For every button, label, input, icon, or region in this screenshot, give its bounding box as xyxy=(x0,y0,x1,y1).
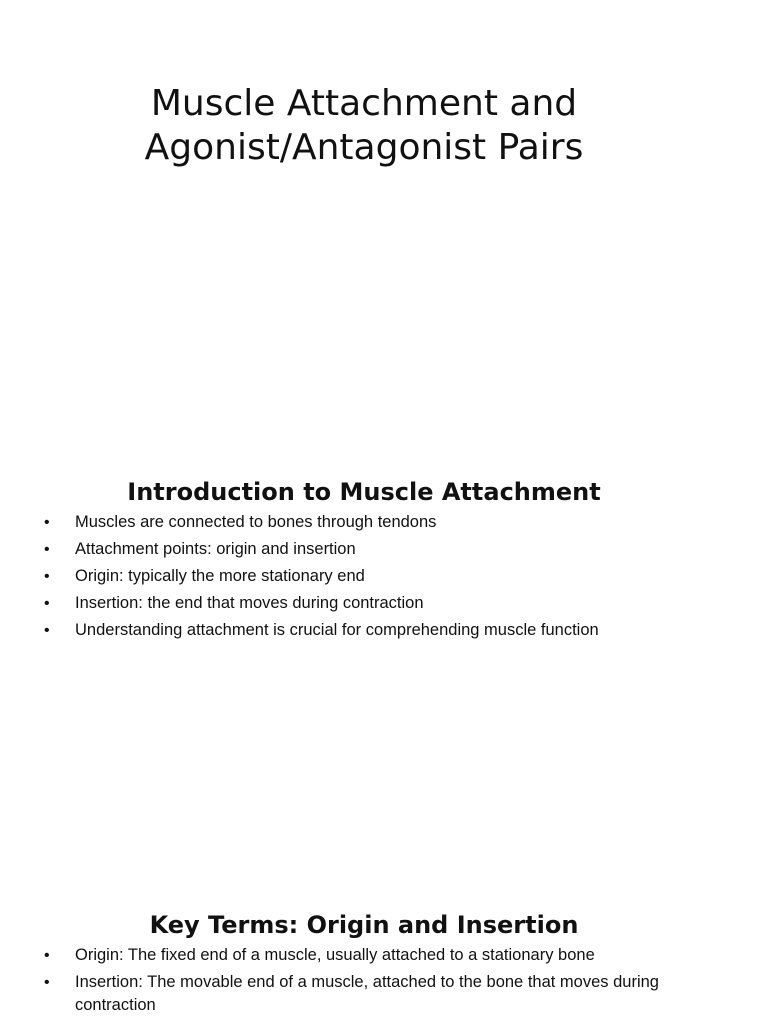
list-item-text: Origin: The fixed end of a muscle, usually attached to a stationary bone xyxy=(75,946,595,964)
bullet-icon: • xyxy=(44,514,50,531)
page-title xyxy=(0,82,728,170)
section-key-terms xyxy=(0,908,768,1021)
list-item xyxy=(0,538,768,561)
list-item xyxy=(0,565,768,588)
section-heading: Introduction to Muscle Attachment xyxy=(127,478,601,506)
list-item-text: Muscles are connected to bones through tendons xyxy=(75,513,437,531)
page-title-line-2: Agonist/Antagonist Pairs xyxy=(144,127,584,168)
list-item-text: Understanding attachment is crucial for comprehending muscle function xyxy=(75,621,599,639)
bullet-icon: • xyxy=(44,974,50,991)
list-item-text: Insertion: The movable end of a muscle, attached to the bone that moves during contraction xyxy=(75,973,659,1014)
list-item xyxy=(0,511,768,534)
bullet-icon: • xyxy=(44,541,50,558)
list-item xyxy=(0,944,768,967)
list-item-text: Attachment points: origin and insertion xyxy=(75,540,356,558)
list-item xyxy=(0,592,768,615)
list-item-text: Insertion: the end that moves during contraction xyxy=(75,594,424,612)
section-introduction xyxy=(0,475,768,646)
bullet-icon: • xyxy=(44,595,50,612)
list-item-text: Origin: typically the more stationary end xyxy=(75,567,365,585)
bullet-icon: • xyxy=(44,568,50,585)
bullet-list xyxy=(0,944,768,1017)
bullet-icon: • xyxy=(44,947,50,964)
bullet-list xyxy=(0,511,768,642)
section-heading: Key Terms: Origin and Insertion xyxy=(149,911,579,939)
list-item xyxy=(0,619,768,642)
bullet-icon: • xyxy=(44,622,50,639)
page-title-line-1: Muscle Attachment and xyxy=(150,83,578,124)
list-item xyxy=(0,971,768,1017)
